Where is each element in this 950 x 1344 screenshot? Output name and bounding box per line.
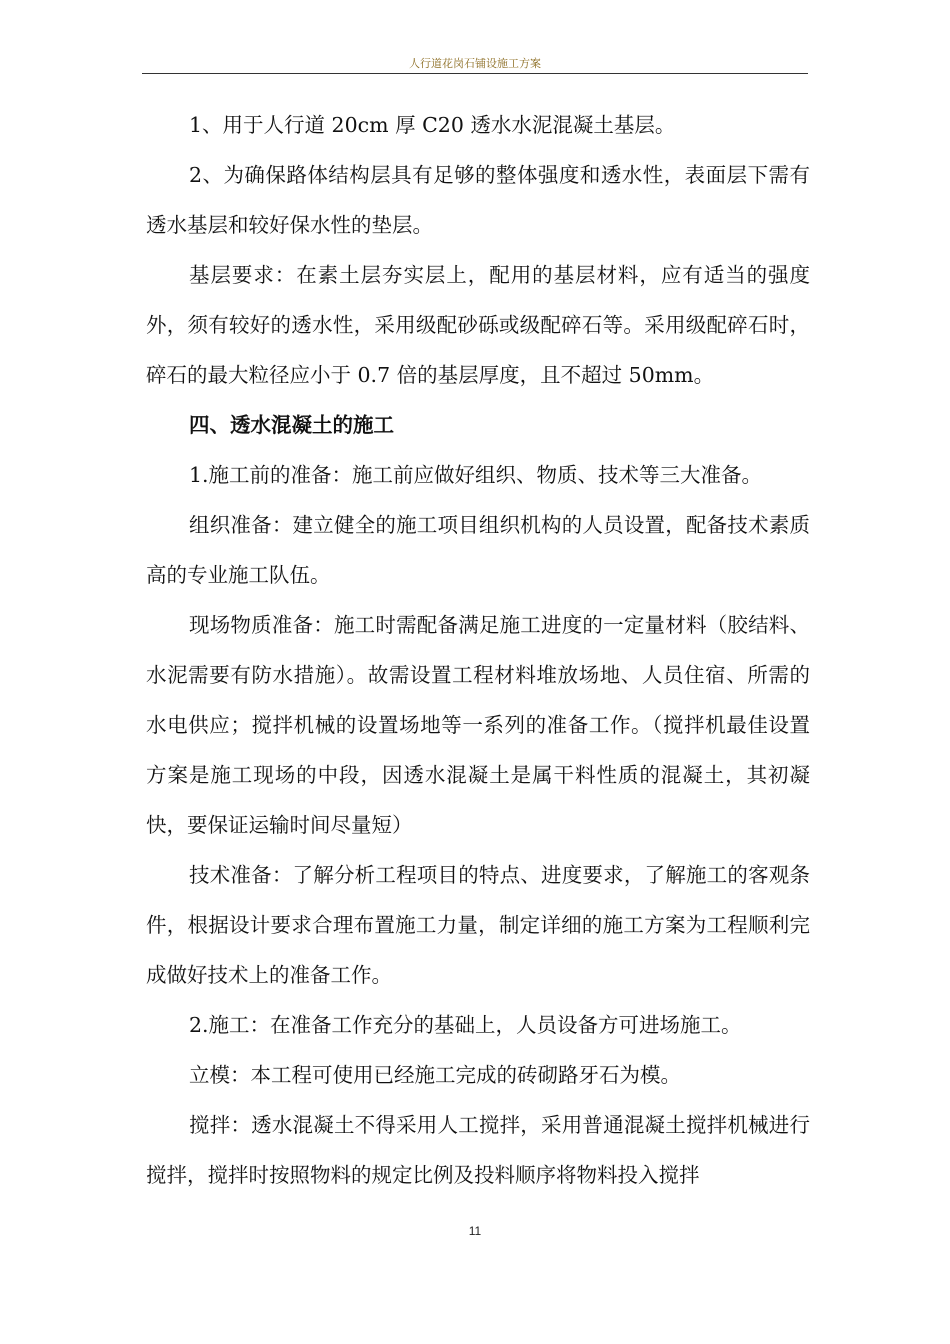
page-number: 11 bbox=[468, 1224, 482, 1238]
document-body bbox=[146, 100, 810, 1200]
paragraph-technical-prep: 技术准备：了解分析工程项目的特点、进度要求，了解施工的客观条件，根据设计要求合理布置施工力量，制定详细的施工方案为工程顺利完成做好技术上的准备工作。 bbox=[146, 863, 810, 987]
paragraph-material-prep: 现场物质准备：施工时需配备满足施工进度的一定量材料（胶结料、水泥需要有防水措施）。故需设置工程材料堆放场地、人员住宿、所需的水电供应；搅拌机械的设置场地等一系列的准备工作。（搅拌机最佳设置方案是施工现场的中段，因透水混凝土是属干料性质的混凝土，其初凝快，要保证运输时间尽量短） bbox=[146, 613, 810, 837]
paragraph-construction: 2.施工：在准备工作充分的基础上，人员设备方可进场施工。 bbox=[189, 1013, 742, 1037]
paragraph-structure-requirement: 2、为确保路体结构层具有足够的整体强度和透水性，表面层下需有透水基层和较好保水性的垫层。 bbox=[146, 163, 810, 237]
paragraph-organization-prep: 组织准备：建立健全的施工项目组织机构的人员设置，配备技术素质高的专业施工队伍。 bbox=[146, 513, 810, 587]
paragraph-formwork: 立模：本工程可使用已经施工完成的砖砌路牙石为模。 bbox=[189, 1063, 681, 1087]
section-heading-construction: 四、透水混凝土的施工 bbox=[189, 413, 394, 437]
paragraph-base-layer-requirements: 基层要求：在素土层夯实层上，配用的基层材料，应有适当的强度外，须有较好的透水性，采用级配砂砾或级配碎石等。采用级配碎石时，碎石的最大粒径应小于 0.7 倍的基层厚度，且不超过 50mm。 bbox=[146, 263, 810, 387]
paragraph-pre-construction-prep: 1.施工前的准备：施工前应做好组织、物质、技术等三大准备。 bbox=[189, 463, 763, 487]
header-divider bbox=[142, 73, 808, 74]
paragraph-base-layer-usage: 1、用于人行道 20cm 厚 C20 透水水泥混凝土基层。 bbox=[189, 113, 676, 137]
paragraph-mixing: 搅拌：透水混凝土不得采用人工搅拌，采用普通混凝土搅拌机械进行搅拌，搅拌时按照物料的规定比例及投料顺序将物料投入搅拌 bbox=[146, 1113, 810, 1187]
running-header: 人行道花岗石铺设施工方案 bbox=[409, 57, 541, 70]
